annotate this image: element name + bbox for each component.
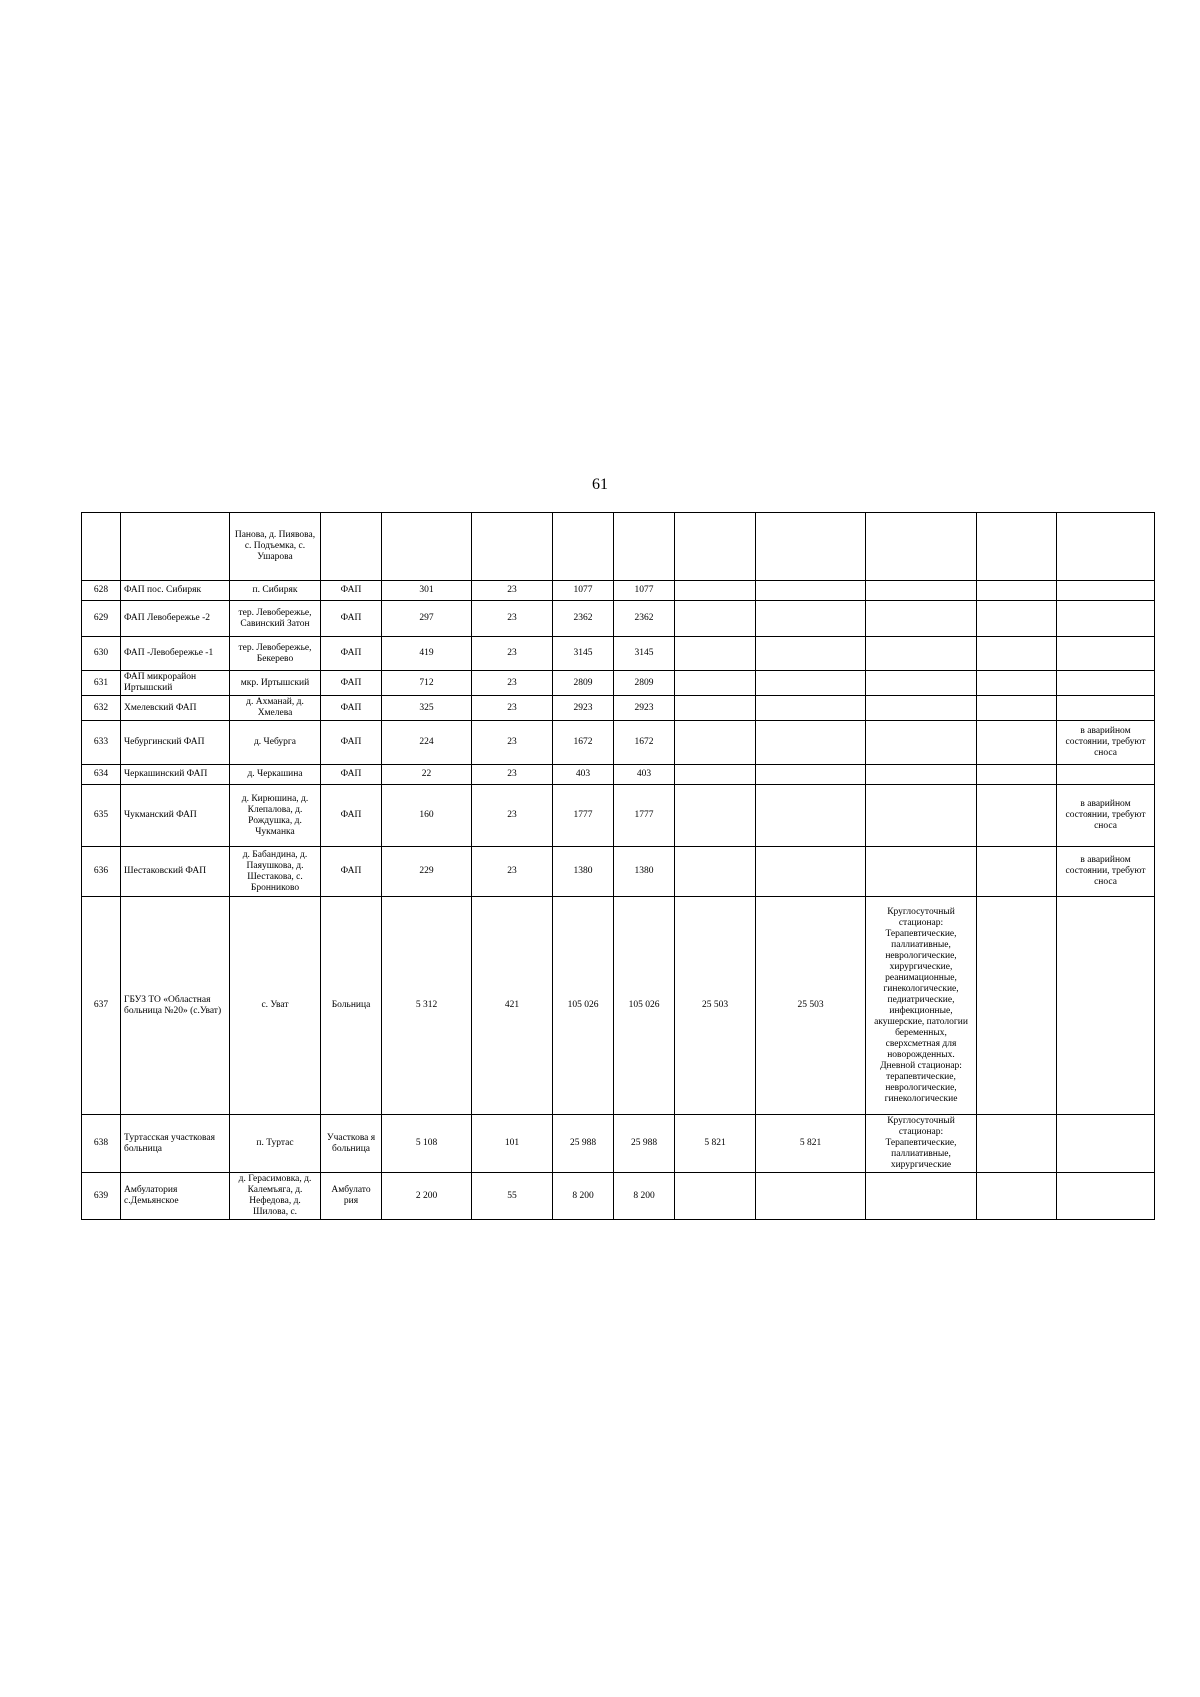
col12-cell: [977, 785, 1057, 847]
col5-cell: 229: [382, 847, 472, 897]
col9-cell: [675, 513, 756, 581]
settlement-cell: с. Уват: [230, 897, 321, 1115]
col10-cell: 25 503: [756, 897, 866, 1115]
facility-type-cell: Участкова я больница: [321, 1115, 382, 1173]
col9-cell: [675, 785, 756, 847]
services-cell: [866, 513, 977, 581]
settlement-cell: д. Ахманай, д. Хмелева: [230, 696, 321, 721]
services-cell: [866, 847, 977, 897]
table-row: [82, 721, 1155, 765]
col8-cell: 105 026: [614, 897, 675, 1115]
col5-cell: 297: [382, 601, 472, 637]
col9-cell: [675, 601, 756, 637]
services-cell: [866, 637, 977, 671]
col12-cell: [977, 696, 1057, 721]
col10-cell: [756, 847, 866, 897]
col9-cell: [675, 1173, 756, 1220]
col5-cell: 5 312: [382, 897, 472, 1115]
col8-cell: 1380: [614, 847, 675, 897]
services-cell: [866, 765, 977, 785]
facility-type-cell: ФАП: [321, 696, 382, 721]
facility-name-cell: Черкашинский ФАП: [121, 765, 230, 785]
col12-cell: [977, 513, 1057, 581]
col7-cell: 8 200: [553, 1173, 614, 1220]
facility-type-cell: [321, 513, 382, 581]
table-row: [82, 696, 1155, 721]
row-number-cell: 634: [82, 765, 121, 785]
col10-cell: [756, 637, 866, 671]
col12-cell: [977, 1173, 1057, 1220]
col8-cell: 3145: [614, 637, 675, 671]
col9-cell: 5 821: [675, 1115, 756, 1173]
col7-cell: 2809: [553, 671, 614, 696]
facility-type-cell: ФАП: [321, 637, 382, 671]
condition-note-cell: [1057, 601, 1155, 637]
col9-cell: [675, 765, 756, 785]
col9-cell: [675, 581, 756, 601]
col5-cell: [382, 513, 472, 581]
col8-cell: 1077: [614, 581, 675, 601]
facility-type-cell: Больница: [321, 897, 382, 1115]
col6-cell: 421: [472, 897, 553, 1115]
table-row: [82, 847, 1155, 897]
col8-cell: 1672: [614, 721, 675, 765]
settlement-cell: тер. Левобережье, Савинский Затон: [230, 601, 321, 637]
col12-cell: [977, 765, 1057, 785]
facility-name-cell: ФАП пос. Сибиряк: [121, 581, 230, 601]
col7-cell: 1672: [553, 721, 614, 765]
col6-cell: 101: [472, 1115, 553, 1173]
row-number-cell: 639: [82, 1173, 121, 1220]
col8-cell: 2362: [614, 601, 675, 637]
services-cell: [866, 785, 977, 847]
col9-cell: [675, 637, 756, 671]
col10-cell: [756, 785, 866, 847]
row-number-cell: 631: [82, 671, 121, 696]
settlement-cell: д. Черкашина: [230, 765, 321, 785]
services-cell: [866, 696, 977, 721]
table-row: [82, 897, 1155, 1115]
col5-cell: 22: [382, 765, 472, 785]
facility-name-cell: Чукманский ФАП: [121, 785, 230, 847]
settlement-cell: мкр. Иртышский: [230, 671, 321, 696]
col6-cell: 23: [472, 765, 553, 785]
col6-cell: 55: [472, 1173, 553, 1220]
facility-name-cell: Туртасская участковая больница: [121, 1115, 230, 1173]
col7-cell: 105 026: [553, 897, 614, 1115]
row-number-cell: 635: [82, 785, 121, 847]
col9-cell: [675, 847, 756, 897]
table-row: [82, 785, 1155, 847]
row-number-cell: 628: [82, 581, 121, 601]
services-cell: [866, 671, 977, 696]
services-cell: [866, 1173, 977, 1220]
condition-note-cell: [1057, 671, 1155, 696]
facility-type-cell: ФАП: [321, 785, 382, 847]
table-row: [82, 601, 1155, 637]
table-row: [82, 1115, 1155, 1173]
col10-cell: [756, 601, 866, 637]
col7-cell: [553, 513, 614, 581]
col10-cell: 5 821: [756, 1115, 866, 1173]
settlement-cell: д. Чебурга: [230, 721, 321, 765]
page-number: 61: [592, 476, 608, 493]
col6-cell: 23: [472, 581, 553, 601]
facility-name-cell: ФАП Левобережье -2: [121, 601, 230, 637]
col10-cell: [756, 765, 866, 785]
condition-note-cell: [1057, 1173, 1155, 1220]
col7-cell: 1777: [553, 785, 614, 847]
condition-note-cell: [1057, 637, 1155, 671]
services-cell: [866, 581, 977, 601]
col10-cell: [756, 671, 866, 696]
col6-cell: 23: [472, 696, 553, 721]
col8-cell: 403: [614, 765, 675, 785]
row-number-cell: 633: [82, 721, 121, 765]
col12-cell: [977, 847, 1057, 897]
table-row: [82, 513, 1155, 581]
col7-cell: 2923: [553, 696, 614, 721]
facility-type-cell: ФАП: [321, 847, 382, 897]
col6-cell: 23: [472, 847, 553, 897]
table-row: [82, 637, 1155, 671]
facility-type-cell: ФАП: [321, 671, 382, 696]
row-number-cell: 638: [82, 1115, 121, 1173]
col12-cell: [977, 1115, 1057, 1173]
col5-cell: 224: [382, 721, 472, 765]
settlement-cell: п. Туртас: [230, 1115, 321, 1173]
row-number-cell: 632: [82, 696, 121, 721]
col7-cell: 1077: [553, 581, 614, 601]
col7-cell: 1380: [553, 847, 614, 897]
col8-cell: 2923: [614, 696, 675, 721]
facility-type-cell: ФАП: [321, 581, 382, 601]
facility-type-cell: ФАП: [321, 601, 382, 637]
col12-cell: [977, 637, 1057, 671]
facility-name-cell: ФАП микрорайон Иртышский: [121, 671, 230, 696]
col6-cell: 23: [472, 785, 553, 847]
table-row: [82, 671, 1155, 696]
condition-note-cell: [1057, 513, 1155, 581]
col10-cell: [756, 513, 866, 581]
table-row: [82, 581, 1155, 601]
services-cell: Круглосуточный стационар: Терапевтические, паллиативные, хирургические: [866, 1115, 977, 1173]
col6-cell: 23: [472, 671, 553, 696]
facility-name-cell: Чебургинский ФАП: [121, 721, 230, 765]
facility-name-cell: Хмелевский ФАП: [121, 696, 230, 721]
condition-note-cell: в аварийном состоянии, требуют сноса: [1057, 785, 1155, 847]
col6-cell: 23: [472, 637, 553, 671]
col8-cell: [614, 513, 675, 581]
col7-cell: 2362: [553, 601, 614, 637]
col5-cell: 419: [382, 637, 472, 671]
col5-cell: 325: [382, 696, 472, 721]
col10-cell: [756, 721, 866, 765]
settlement-cell: Панова, д. Пиявова, с. Подъемка, с. Ушарова: [230, 513, 321, 581]
facility-name-cell: ФАП -Левобережье -1: [121, 637, 230, 671]
facility-type-cell: ФАП: [321, 721, 382, 765]
settlement-cell: д. Бабандина, д. Паяушкова, д. Шестакова, с. Бронниково: [230, 847, 321, 897]
col6-cell: 23: [472, 601, 553, 637]
col5-cell: 712: [382, 671, 472, 696]
table-row: [82, 765, 1155, 785]
facility-name-cell: [121, 513, 230, 581]
col12-cell: [977, 601, 1057, 637]
col9-cell: 25 503: [675, 897, 756, 1115]
table-row: [82, 1173, 1155, 1220]
col5-cell: 160: [382, 785, 472, 847]
condition-note-cell: в аварийном состоянии, требуют сноса: [1057, 847, 1155, 897]
col9-cell: [675, 671, 756, 696]
col7-cell: 403: [553, 765, 614, 785]
facility-name-cell: Амбулатория с.Демьянское: [121, 1173, 230, 1220]
col12-cell: [977, 581, 1057, 601]
condition-note-cell: в аварийном состоянии, требуют сноса: [1057, 721, 1155, 765]
row-number-cell: [82, 513, 121, 581]
condition-note-cell: [1057, 696, 1155, 721]
services-cell: [866, 721, 977, 765]
condition-note-cell: [1057, 581, 1155, 601]
services-cell: [866, 601, 977, 637]
col8-cell: 1777: [614, 785, 675, 847]
condition-note-cell: [1057, 897, 1155, 1115]
col5-cell: 5 108: [382, 1115, 472, 1173]
row-number-cell: 629: [82, 601, 121, 637]
condition-note-cell: [1057, 1115, 1155, 1173]
col10-cell: [756, 696, 866, 721]
col9-cell: [675, 696, 756, 721]
col8-cell: 2809: [614, 671, 675, 696]
facility-name-cell: ГБУЗ ТО «Областная больница №20» (с.Уват): [121, 897, 230, 1115]
settlement-cell: д. Кирюшина, д. Клепалова, д. Рождушка, д. Чукманка: [230, 785, 321, 847]
col5-cell: 301: [382, 581, 472, 601]
facility-type-cell: Амбулато рия: [321, 1173, 382, 1220]
row-number-cell: 637: [82, 897, 121, 1115]
col6-cell: 23: [472, 721, 553, 765]
col7-cell: 25 988: [553, 1115, 614, 1173]
col12-cell: [977, 671, 1057, 696]
row-number-cell: 636: [82, 847, 121, 897]
condition-note-cell: [1057, 765, 1155, 785]
col5-cell: 2 200: [382, 1173, 472, 1220]
row-number-cell: 630: [82, 637, 121, 671]
settlement-cell: тер. Левобережье, Бекерево: [230, 637, 321, 671]
facility-name-cell: Шестаковский ФАП: [121, 847, 230, 897]
col8-cell: 8 200: [614, 1173, 675, 1220]
col9-cell: [675, 721, 756, 765]
col10-cell: [756, 581, 866, 601]
settlement-cell: д. Герасимовка, д. Калемъяга, д. Нефедова, д. Шилова, с.: [230, 1173, 321, 1220]
services-cell: Круглосуточный стационар: Терапевтические, паллиативные, неврологические, хирургические, реанимационные, гинекологические, педиатрические, инфекционные, акушерские, патологии беременных, сверхсметная для новорожденных. Дневной стационар: терапевтические, неврологические, гинекологические: [866, 897, 977, 1115]
facility-table: [81, 512, 1155, 1220]
col6-cell: [472, 513, 553, 581]
col10-cell: [756, 1173, 866, 1220]
settlement-cell: п. Сибиряк: [230, 581, 321, 601]
col7-cell: 3145: [553, 637, 614, 671]
col12-cell: [977, 897, 1057, 1115]
col12-cell: [977, 721, 1057, 765]
col8-cell: 25 988: [614, 1115, 675, 1173]
facility-type-cell: ФАП: [321, 765, 382, 785]
